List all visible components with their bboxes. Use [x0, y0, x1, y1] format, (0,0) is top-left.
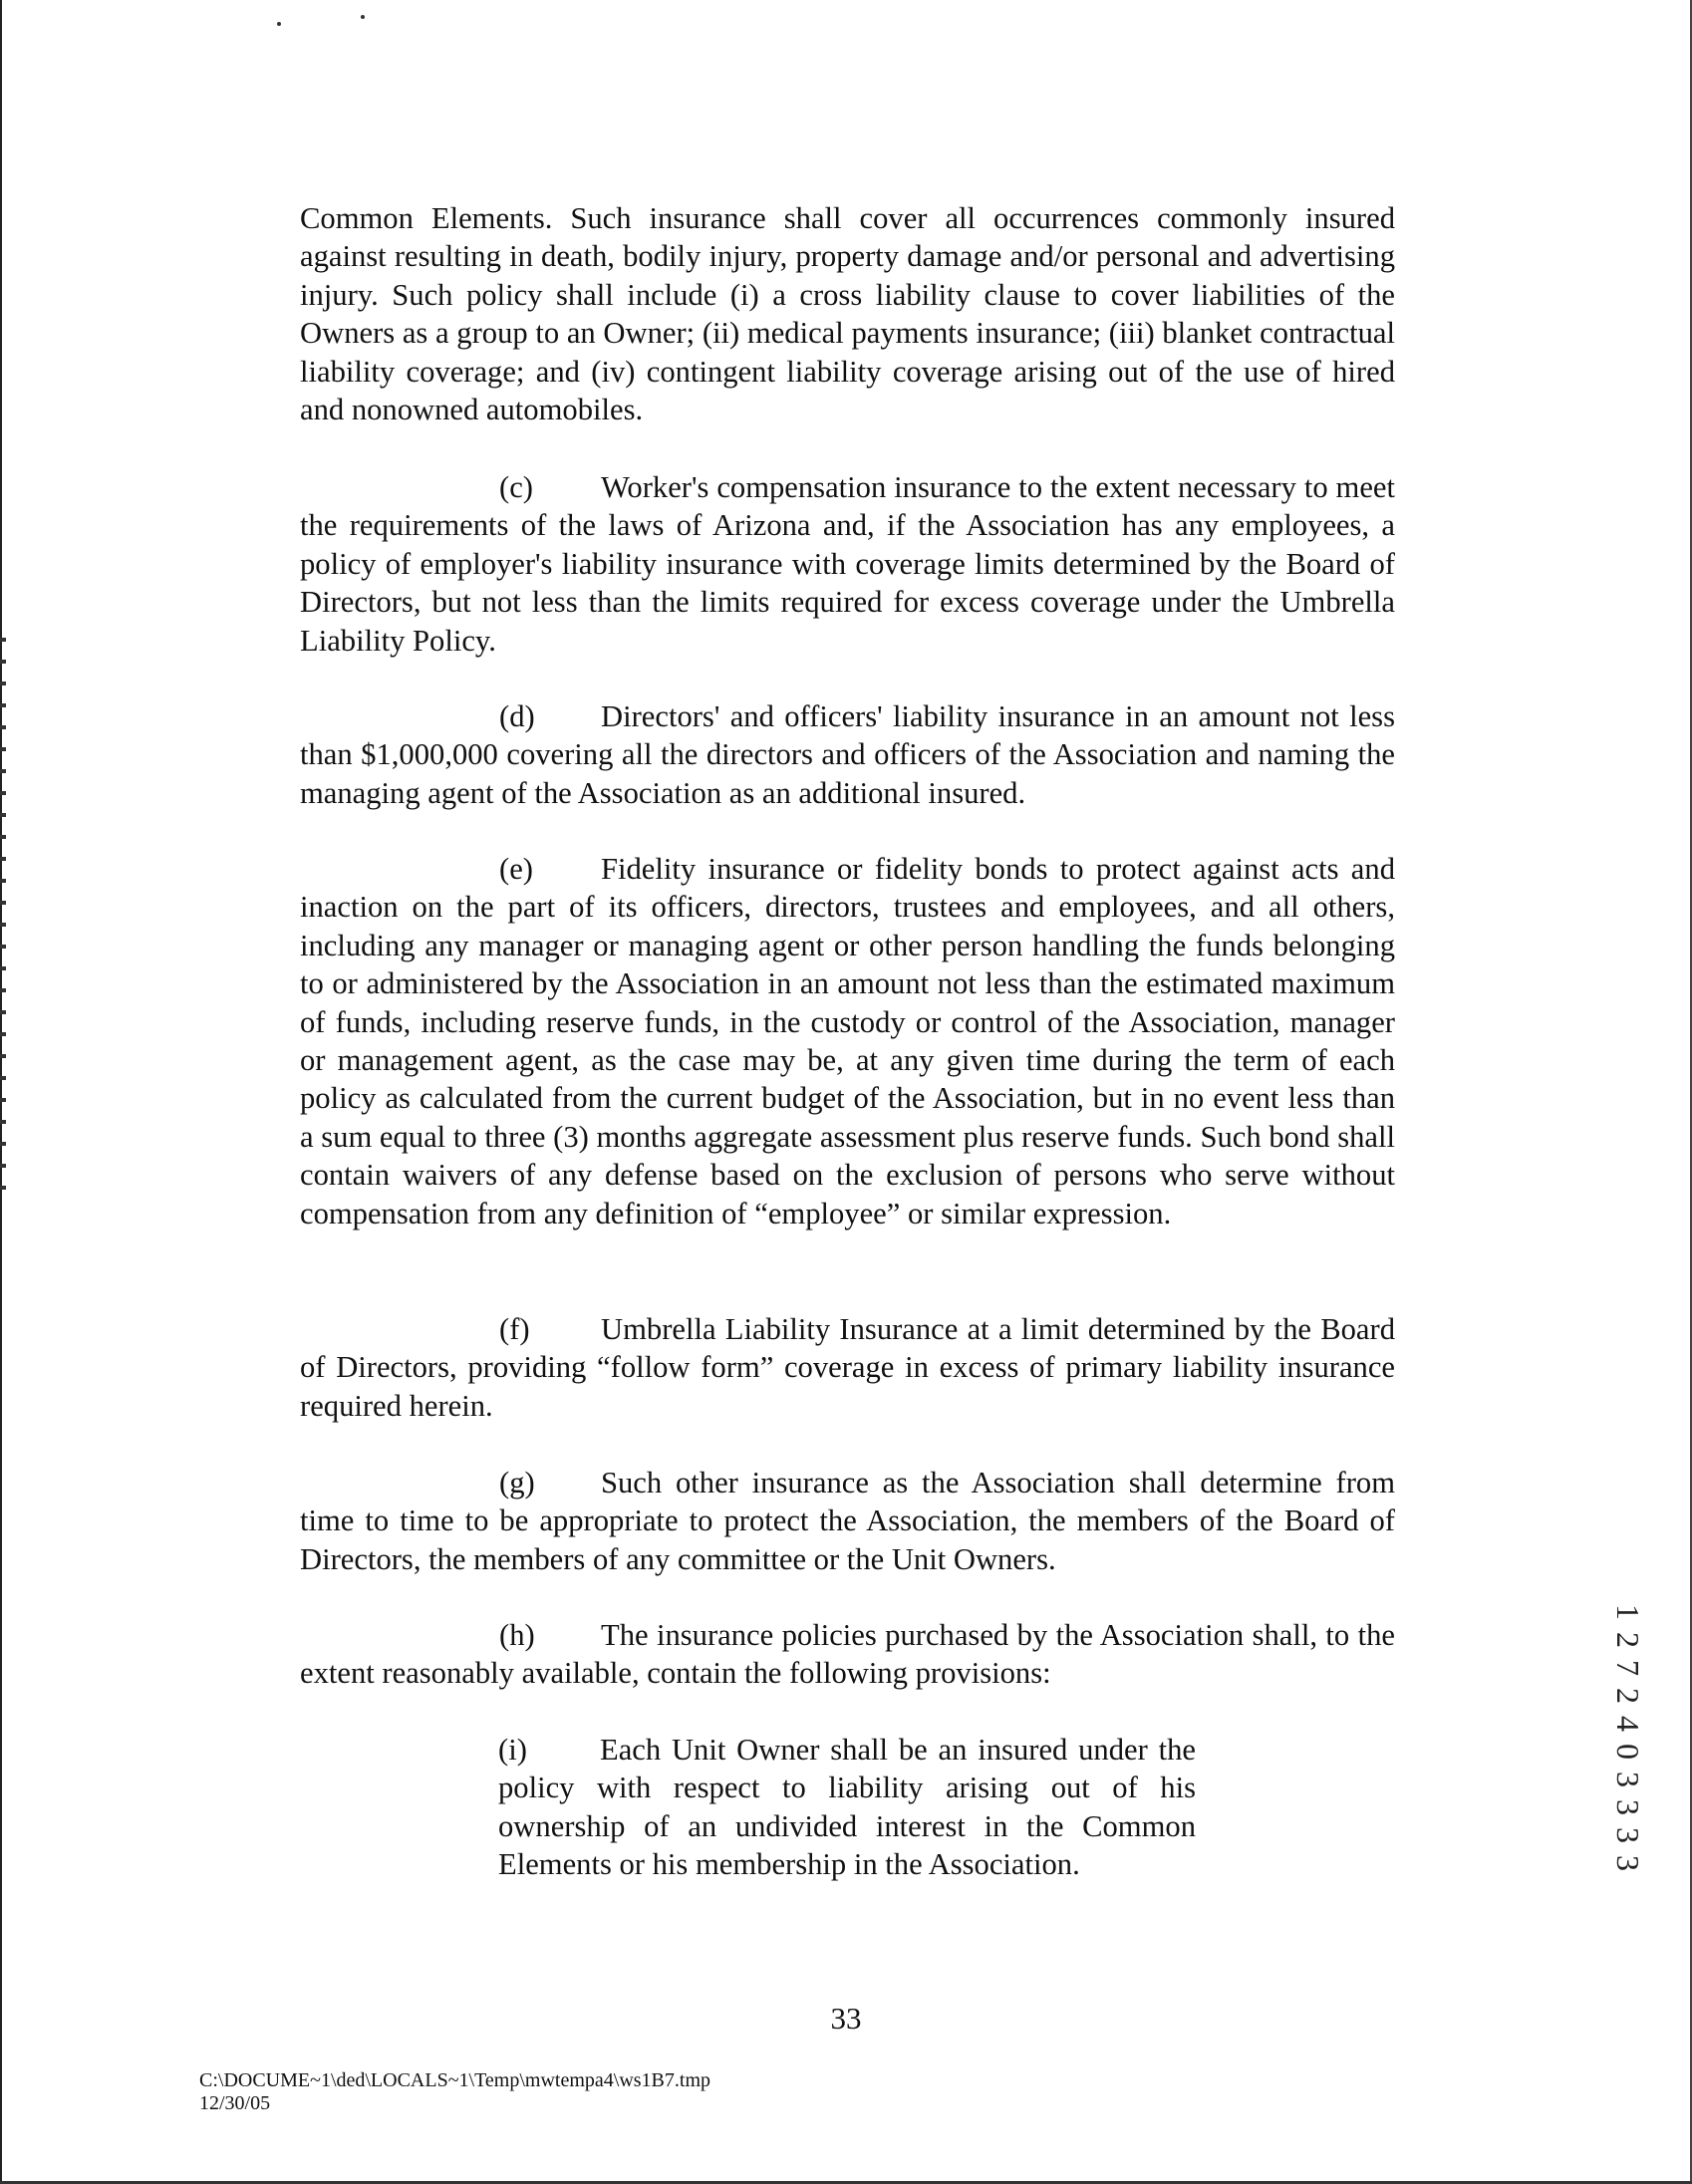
paragraph-g — [300, 1464, 1395, 1578]
item-label-e: (e) — [499, 852, 533, 886]
recording-number-stamp: 1 2 7 2 4 0 3 3 3 3 — [1610, 1604, 1646, 1873]
item-label-h: (h) — [499, 1618, 535, 1652]
footer-file-path: C:\DOCUME~1\ded\LOCALS~1\Temp\mwtempa4\ws1B7.tmp — [199, 2069, 711, 2091]
scan-margin-marks — [0, 638, 6, 1196]
item-label-f: (f) — [499, 1312, 530, 1346]
paragraph-text: Common Elements. Such insurance shall cover all occurrences commonly insured against resulting in death, bodily injury, property damage and/or personal and advertising injury. Such policy shall include (i) a cross liability clause to cover liabilities of the Owners as a group to an Owner; (ii) medical payments insurance; (iii) blanket contractual liability coverage; and (iv) contingent liability coverage arising out of the use of hired and nonowned automobiles. — [300, 201, 1395, 427]
item-text-i: Each Unit Owner shall be an insured under the policy with respect to liability arising out of his ownership of an undivided interest in the Common Elements or his membership in the Association. — [498, 1733, 1196, 1882]
paragraph-f — [300, 1310, 1395, 1425]
item-label-d: (d) — [499, 699, 535, 733]
paragraph-d — [300, 697, 1395, 812]
scan-speck — [277, 22, 281, 26]
item-text-d: Directors' and officers' liability insurance in an amount not less than $1,000,000 covering all the directors and officers of the Association and naming the managing agent of the Association as an additional insured. — [300, 699, 1395, 810]
item-text-e: Fidelity insurance or fidelity bonds to protect against acts and inaction on the part of its officers, directors, trustees and employees, and all others, including any manager or managing agent or other person handling the funds belonging to or administered by the Association in an amount not less than the estimated maximum of funds, including reserve funds, in the custody or control of the Association, manager or management agent, as the case may be, at any given time during the term of each policy as calculated from the current budget of the Association, but in no event less than a sum equal to three (3) months aggregate assessment plus reserve funds. Such bond shall contain waivers of any defense based on the exclusion of persons who serve without compensation from any definition of “employee” or similar expression. — [300, 852, 1395, 1230]
scan-speck — [361, 15, 365, 19]
item-label-g: (g) — [499, 1466, 535, 1500]
footer-date: 12/30/05 — [199, 2092, 271, 2114]
paragraph-e — [300, 850, 1395, 1232]
item-text-c: Worker's compensation insurance to the extent necessary to meet the requirements of the laws of Arizona and, if the Association has any employees, a policy of employer's liability insurance with coverage limits determined by the Board of Directors, but not less than the limits required for excess coverage under the Umbrella Liability Policy. — [300, 470, 1395, 658]
paragraph-c — [300, 468, 1395, 660]
paragraph-h — [300, 1616, 1395, 1693]
item-text-g: Such other insurance as the Association shall determine from time to time to be appropriate to protect the Association, the members of the Board of Directors, the members of any committee or the Unit Owners. — [300, 1466, 1395, 1576]
item-text-h: The insurance policies purchased by the Association shall, to the extent reasonably available, contain the following provisions: — [300, 1618, 1395, 1691]
item-label-i: (i) — [498, 1733, 527, 1767]
page-number: 33 — [830, 2001, 862, 2036]
paragraph-i — [498, 1731, 1196, 1884]
paragraph-common-elements — [300, 199, 1395, 428]
item-label-c: (c) — [499, 470, 533, 504]
item-text-f: Umbrella Liability Insurance at a limit determined by the Board of Directors, providing “follow form” coverage in excess of primary liability insurance required herein. — [300, 1312, 1395, 1423]
